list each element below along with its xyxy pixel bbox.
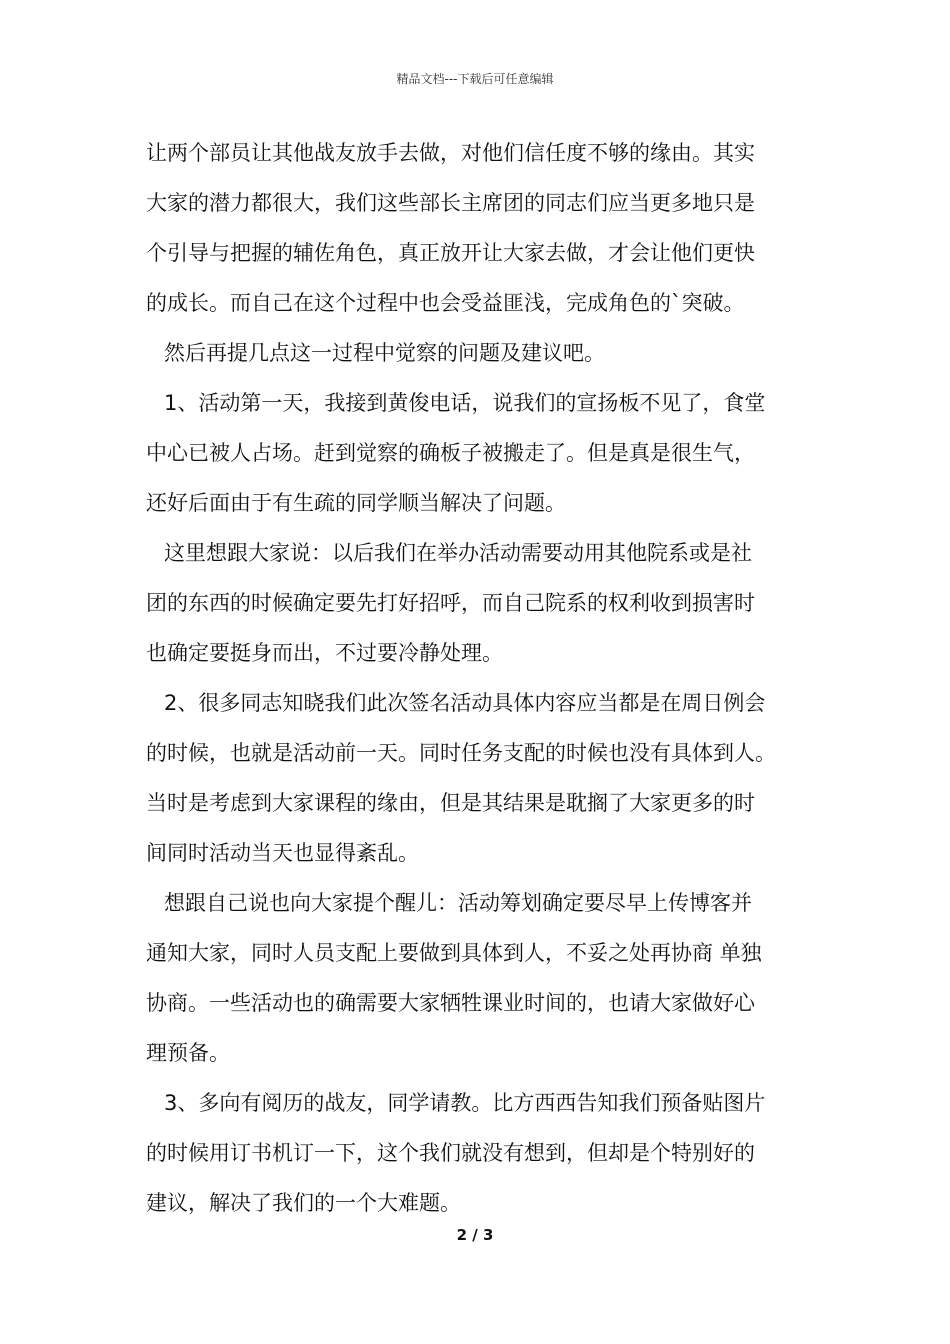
text-line: 的成长。而自己在这个过程中也会受益匪浅，完成角色的`突破。 xyxy=(146,291,745,315)
text-line: 1、活动第一天，我接到黄俊电话，说我们的宣扬板不见了，食堂 xyxy=(164,391,766,415)
text-line: 的时候用订书机订一下，这个我们就没有想到，但却是个特别好的 xyxy=(146,1141,755,1165)
text-line: 协商。一些活动也的确需要大家牺牲课业时间的，也请大家做好心 xyxy=(146,991,755,1015)
text-line: 这里想跟大家说：以后我们在举办活动需要动用其他院系或是社 xyxy=(164,541,752,565)
text-line: 2、很多同志知晓我们此次签名活动具体内容应当都是在周日例会 xyxy=(164,691,766,715)
text-line: 还好后面由于有生疏的同学顺当解决了问题。 xyxy=(146,491,566,515)
text-line: 当时是考虑到大家课程的缘由，但是其结果是耽搁了大家更多的时 xyxy=(146,791,755,815)
text-line: 理预备。 xyxy=(146,1041,230,1065)
text-line: 让两个部员让其他战友放手去做，对他们信任度不够的缘由。其实 xyxy=(146,141,755,165)
text-line: 个引导与把握的辅佐角色，真正放开让大家去做，才会让他们更快 xyxy=(146,241,755,265)
page-header: 精品文档---下载后可任意编辑 xyxy=(396,72,554,86)
text-line: 想跟自己说也向大家提个醒儿：活动筹划确定要尽早上传博客并 xyxy=(164,891,752,915)
text-line: 通知大家，同时人员支配上要做到具体到人，不妥之处再协商 单独 xyxy=(146,941,762,965)
document-body xyxy=(146,128,816,1228)
page-number: 2 / 3 xyxy=(456,1226,494,1244)
text-line: 3、多向有阅历的战友，同学请教。比方西西告知我们预备贴图片 xyxy=(164,1091,766,1115)
text-line: 中心已被人占场。赶到觉察的确板子被搬走了。但是真是很生气， xyxy=(146,441,755,465)
text-line: 间同时活动当天也显得紊乱。 xyxy=(146,841,419,865)
text-line: 的时候，也就是活动前一天。同时任务支配的时候也没有具体到人。 xyxy=(146,741,776,765)
text-line: 然后再提几点这一过程中觉察的问题及建议吧。 xyxy=(164,341,605,365)
text-line: 团的东西的时候确定要先打好招呼，而自己院系的权利收到损害时 xyxy=(146,591,755,615)
text-line: 也确定要挺身而出，不过要冷静处理。 xyxy=(146,641,503,665)
text-line: 建议，解决了我们的一个大难题。 xyxy=(146,1191,461,1215)
text-line: 大家的潜力都很大，我们这些部长主席团的同志们应当更多地只是 xyxy=(146,191,755,215)
